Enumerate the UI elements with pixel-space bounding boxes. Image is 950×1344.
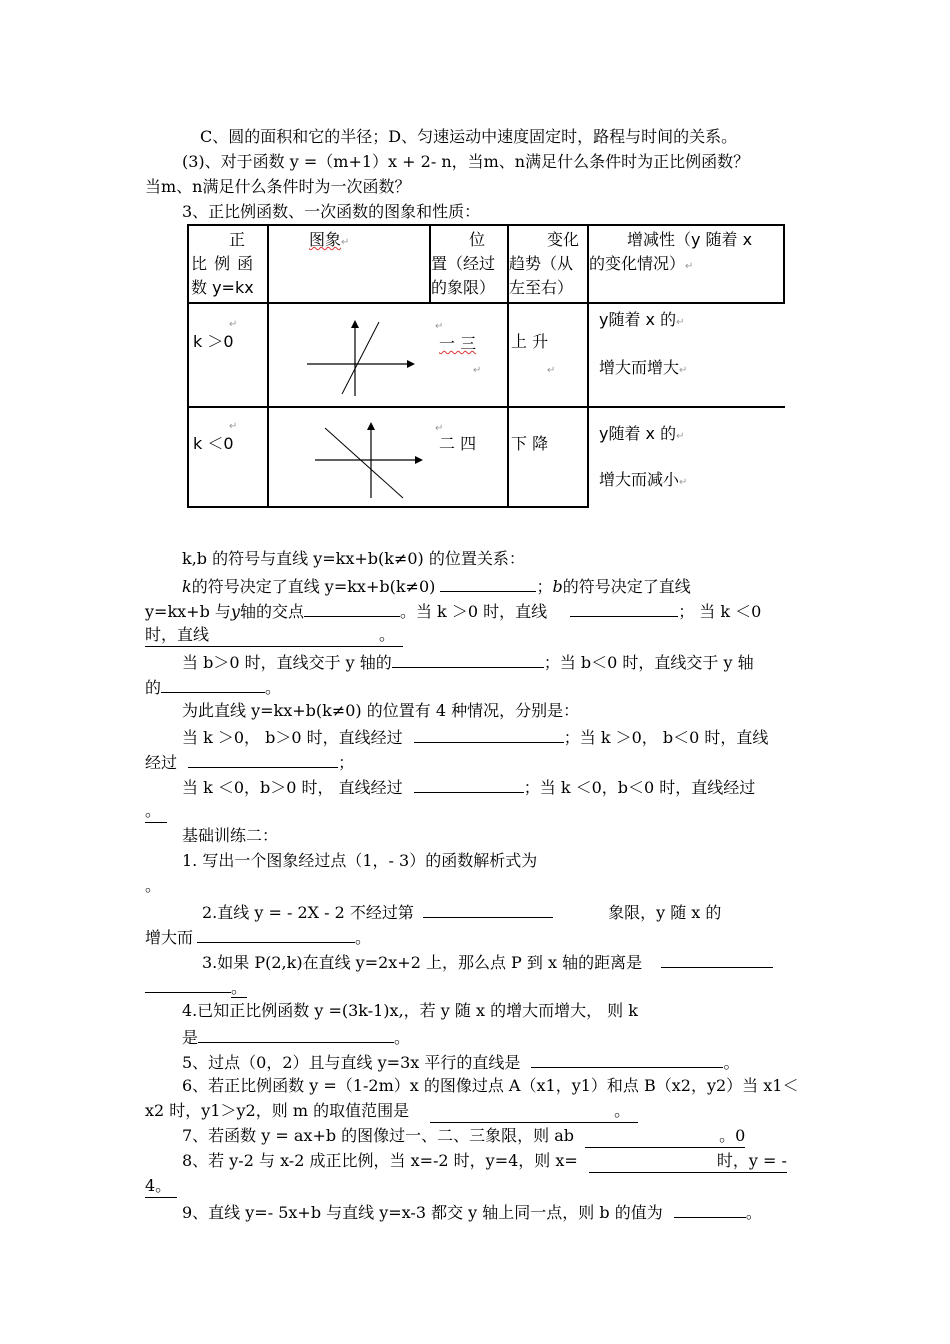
header-trend: 趋势（从 bbox=[509, 254, 574, 273]
row1-monotonicity: y随着 x 的↵ bbox=[599, 310, 685, 329]
edit-mark: ↵ bbox=[435, 423, 444, 434]
text-line: (3)、对于函数 y =（m+1）x + 2- n，当m、n满足什么条件时为正比例函数？ bbox=[182, 152, 750, 171]
header-graph: 图象↵ bbox=[309, 230, 350, 249]
answer-blank[interactable] bbox=[423, 900, 553, 918]
section-title: 基础训练二： bbox=[182, 826, 279, 845]
text-line: 的 。 bbox=[145, 675, 281, 699]
edit-mark: ↵ bbox=[473, 365, 482, 376]
answer-blank[interactable] bbox=[661, 950, 773, 968]
header-type: 数 y=kx bbox=[191, 278, 254, 297]
text-line: x2 时，y1＞y2，则 m 的取值范围是 。 bbox=[145, 1100, 638, 1123]
header-position: 的象限） bbox=[431, 278, 496, 297]
answer-blank[interactable] bbox=[304, 599, 400, 617]
kb-intro: k,b 的符号与直线 y=kx+b(k≠0) 的位置关系： bbox=[182, 549, 525, 568]
answer-blank[interactable] bbox=[570, 599, 678, 617]
text-line: C、圆的面积和它的半径；D、匀速运动中速度固定时，路程与时间的关系。 bbox=[200, 127, 738, 146]
question-9: 9、直线 y=- 5x+b 与直线 y=x-3 都交 y 轴上同一点，则 b 的值为 。 bbox=[182, 1200, 762, 1224]
question-8: 8、若 y-2 与 x-2 成正比例，当 x=-2 时，y=4，则 x= 时，y = - bbox=[182, 1150, 787, 1173]
text-line: 经过 ； bbox=[145, 750, 354, 774]
answer-blank[interactable] bbox=[414, 725, 564, 743]
text-line: 。 bbox=[145, 800, 167, 823]
text-line: 是 。 bbox=[182, 1025, 410, 1049]
row1-trend: 上 升 bbox=[511, 332, 549, 351]
header-trend: 变化 bbox=[547, 230, 580, 249]
header-trend: 左至右） bbox=[509, 278, 574, 297]
answer-blank[interactable] bbox=[531, 1050, 723, 1068]
answer-blank[interactable] bbox=[198, 1025, 394, 1043]
text-line: 当m、n满足什么条件时为一次函数？ bbox=[145, 177, 411, 196]
header-type: 比 例 函 bbox=[191, 254, 255, 273]
text-line: k的符号决定了直线 y=kx+b(k≠0) ；b的符号决定了直线 bbox=[182, 574, 691, 598]
row2-monotonicity: y随着 x 的↵ bbox=[599, 424, 685, 443]
text-line: 4。 bbox=[145, 1175, 177, 1198]
question-1: 1. 写出一个图象经过点（1，- 3）的函数解析式为 bbox=[182, 851, 538, 870]
answer-blank[interactable] bbox=[161, 675, 265, 693]
answer-blank[interactable] bbox=[145, 975, 231, 993]
text-line: 。 bbox=[145, 975, 247, 999]
edit-mark: ↵ bbox=[435, 321, 444, 332]
question-3: 3.如果 P(2,k)在直线 y=2x+2 上，那么点 P 到 x 轴的距离是 bbox=[202, 950, 773, 974]
row2-trend: 下 降 bbox=[511, 434, 549, 453]
row1-monotonicity: 增大而增大↵ bbox=[599, 358, 688, 377]
row2-k: k ＜0 bbox=[193, 434, 234, 453]
header-monotonicity: 增减性（y 随着 x bbox=[627, 230, 753, 249]
text-line: 当 k ＜0，b＞0 时， 直线经过 ；当 k ＜0，b＜0 时，直线经过 bbox=[182, 775, 755, 799]
text-line: 为此直线 y=kx+b(k≠0) 的位置有 4 种情况，分别是： bbox=[182, 701, 580, 720]
header-position: 位 bbox=[469, 230, 486, 249]
text-line: 。 bbox=[145, 876, 162, 895]
question-7: 7、若函数 y = ax+b 的图像过一、二、三象限，则 ab 。0 bbox=[182, 1125, 745, 1148]
question-6: 6、若正比例函数 y =（1-2m）x 的图像过点 A（x1，y1）和点 B（x2，y2）当 x1＜ bbox=[182, 1076, 799, 1095]
text-line: y=kx+b 与y轴的交点 。当 k ＞0 时，直线 ； 当 k ＜0 bbox=[145, 599, 761, 623]
decreasing-line-graph bbox=[305, 416, 425, 501]
edit-mark: ↵ bbox=[229, 319, 238, 330]
answer-blank[interactable] bbox=[197, 925, 355, 943]
text-line: 当 k ＞0， b＞0 时，直线经过 ；当 k ＞0， b＜0 时，直线 bbox=[182, 725, 768, 749]
answer-blank[interactable] bbox=[440, 574, 536, 592]
row2-quadrants: 二 四 bbox=[439, 434, 477, 453]
header-monotonicity: 的变化情况）↵ bbox=[589, 254, 694, 273]
edit-mark: ↵ bbox=[547, 365, 556, 376]
answer-blank[interactable] bbox=[188, 750, 338, 768]
text-line: 时，直线 。 bbox=[145, 624, 403, 647]
answer-blank[interactable] bbox=[414, 775, 524, 793]
answer-blank[interactable] bbox=[392, 650, 544, 668]
answer-blank[interactable] bbox=[674, 1200, 746, 1218]
header-type: 正 bbox=[229, 230, 246, 249]
row1-quadrants: 一 三 bbox=[439, 334, 477, 353]
properties-table bbox=[187, 224, 787, 508]
row1-k: k ＞0 bbox=[193, 332, 234, 351]
edit-mark: ↵ bbox=[229, 421, 238, 432]
question-2: 2.直线 y = - 2X - 2 不经过第 象限，y 随 x 的 bbox=[202, 900, 721, 924]
increasing-line-graph bbox=[297, 314, 417, 399]
header-position: 置（经过 bbox=[431, 254, 496, 273]
question-5: 5、过点（0，2）且与直线 y=3x 平行的直线是 。 bbox=[182, 1050, 739, 1074]
text-line: 增大而 。 bbox=[145, 925, 371, 949]
text-line: 3、正比例函数、一次函数的图象和性质： bbox=[182, 202, 481, 221]
row2-monotonicity: 增大而减小↵ bbox=[599, 470, 688, 489]
text-line: 当 b＞0 时，直线交于 y 轴的 ；当 b＜0 时，直线交于 y 轴 bbox=[182, 650, 754, 674]
question-4: 4.已知正比例函数 y =(3k-1)x,，若 y 随 x 的增大而增大， 则 k bbox=[182, 1001, 638, 1020]
